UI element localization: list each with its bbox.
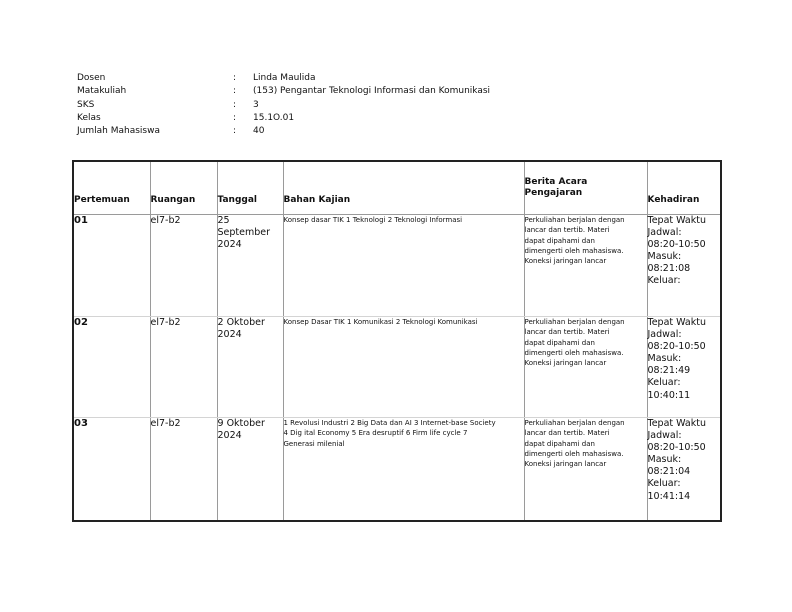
tanggal-line: 2024 [217,239,242,250]
info-value-dosen: Linda Maulida [253,73,316,83]
info-label: Jumlah Mahasiswa [77,126,160,137]
tanggal-line: 2 Oktober [217,317,265,328]
info-value-sks: 3 [253,99,259,110]
berita-line: dapat dipahami dan [524,236,595,245]
header-berita-line2: Pengajaran [524,188,583,198]
berita-line: Koneksi jaringan lancar [524,460,607,469]
info-colon: : [233,126,237,137]
cell-ruangan: el7-b2 [150,215,217,317]
berita-line: dimengerti oleh mahasiswa. [524,348,624,357]
info-value-matakuliah: (153) Pengantar Teknologi Informasi dan Komunikasi [253,86,491,97]
cell-bahan-kajian [283,418,524,521]
kehadiran-line: 08:20-10:50 [647,442,706,454]
info-label: Matakuliah [77,86,127,97]
kehadiran-line: 08:21:04 [647,466,691,478]
kehadiran-line: Jadwal: [647,227,682,239]
berita-line: Perkuliahan berjalan dengan [524,419,625,427]
info-label: Dosen [77,73,106,83]
table-row [73,418,721,521]
header-berita-acara [524,161,647,215]
table-row [73,317,721,418]
tanggal-line: 9 Oktober [217,418,265,429]
info-value-jumlah-mahasiswa: 40 [253,126,265,137]
kehadiran-line: 08:21:08 [647,263,691,275]
kehadiran-line: Masuk: [647,251,682,263]
cell-bahan-kajian: Konsep dasar TIK 1 Teknologi 2 Teknologi Informasi [283,215,524,317]
kehadiran-line: 10:41:14 [647,490,691,502]
cell-tanggal [217,418,283,521]
header-pertemuan: Pertemuan [73,161,150,215]
kehadiran-line: Keluar: [647,377,681,389]
kehadiran-line: 10:40:11 [647,389,691,401]
cell-ruangan: el7-b2 [150,418,217,521]
berita-line: Koneksi jaringan lancar [524,257,607,266]
bahan-line: 4 Dig ital Economy 5 Era desruptif 6 Firm life cycle 7 [283,429,468,438]
berita-line: dimengerti oleh mahasiswa. [524,449,624,458]
tanggal-line: 25 [217,215,230,226]
header-bahan-kajian: Bahan Kajian [283,161,524,215]
kehadiran-line: Jadwal: [647,329,682,341]
cell-pertemuan: 01 [73,215,150,317]
cell-bahan-kajian: Konsep Dasar TIK 1 Komunikasi 2 Teknologi Komunikasi [283,317,524,418]
table-header-row [73,161,721,215]
info-label: SKS [77,99,95,110]
header-kehadiran: Kehadiran [647,161,721,215]
header-ruangan: Ruangan [150,161,217,215]
bahan-line: 1 Revolusi Industri 2 Big Data dan AI 3 Internet-base Society [283,419,496,427]
berita-line: Koneksi jaringan lancar [524,359,607,368]
cell-kehadiran [647,317,721,418]
kehadiran-line: Keluar: [647,275,681,287]
berita-line: Perkuliahan berjalan dengan [524,216,625,224]
cell-ruangan: el7-b2 [150,317,217,418]
table-row [73,215,721,317]
info-colon: : [233,86,237,97]
bahan-line: Generasi milenial [283,439,345,448]
tanggal-line: 2024 [217,329,242,340]
kehadiran-line: Jadwal: [647,430,682,442]
berita-line: lancar dan tertib. Materi [524,429,610,438]
berita-line: dimengerti oleh mahasiswa. [524,246,624,255]
berita-line: Perkuliahan berjalan dengan [524,318,625,326]
cell-kehadiran [647,215,721,317]
tanggal-line: September [217,227,271,238]
berita-line: lancar dan tertib. Materi [524,226,610,235]
cell-tanggal [217,317,283,418]
berita-line: dapat dipahami dan [524,439,595,448]
kehadiran-line: Masuk: [647,454,682,466]
kehadiran-status: Tepat Waktu [647,418,706,429]
info-label: Kelas [77,112,101,123]
attendance-table [72,160,722,522]
info-value-kelas: 15.1O.01 [253,112,295,123]
kehadiran-status: Tepat Waktu [647,215,706,226]
info-colon: : [233,112,237,123]
kehadiran-line: Masuk: [647,353,682,365]
cell-berita-acara [524,418,647,521]
berita-line: lancar dan tertib. Materi [524,328,610,337]
header-tanggal: Tanggal [217,161,283,215]
cell-tanggal [217,215,283,317]
kehadiran-line: 08:20-10:50 [647,239,706,251]
info-colon: : [233,99,237,110]
cell-pertemuan: 02 [73,317,150,418]
cell-pertemuan: 03 [73,418,150,521]
kehadiran-line: 08:20-10:50 [647,341,706,353]
cell-berita-acara [524,317,647,418]
cell-berita-acara [524,215,647,317]
berita-line: dapat dipahami dan [524,338,595,347]
info-colon: : [233,73,237,83]
kehadiran-line: 08:21:49 [647,365,691,377]
header-berita-line1: Berita Acara [524,176,588,187]
tanggal-line: 2024 [217,430,242,441]
cell-kehadiran [647,418,721,521]
kehadiran-line: Keluar: [647,478,681,490]
kehadiran-status: Tepat Waktu [647,317,706,328]
